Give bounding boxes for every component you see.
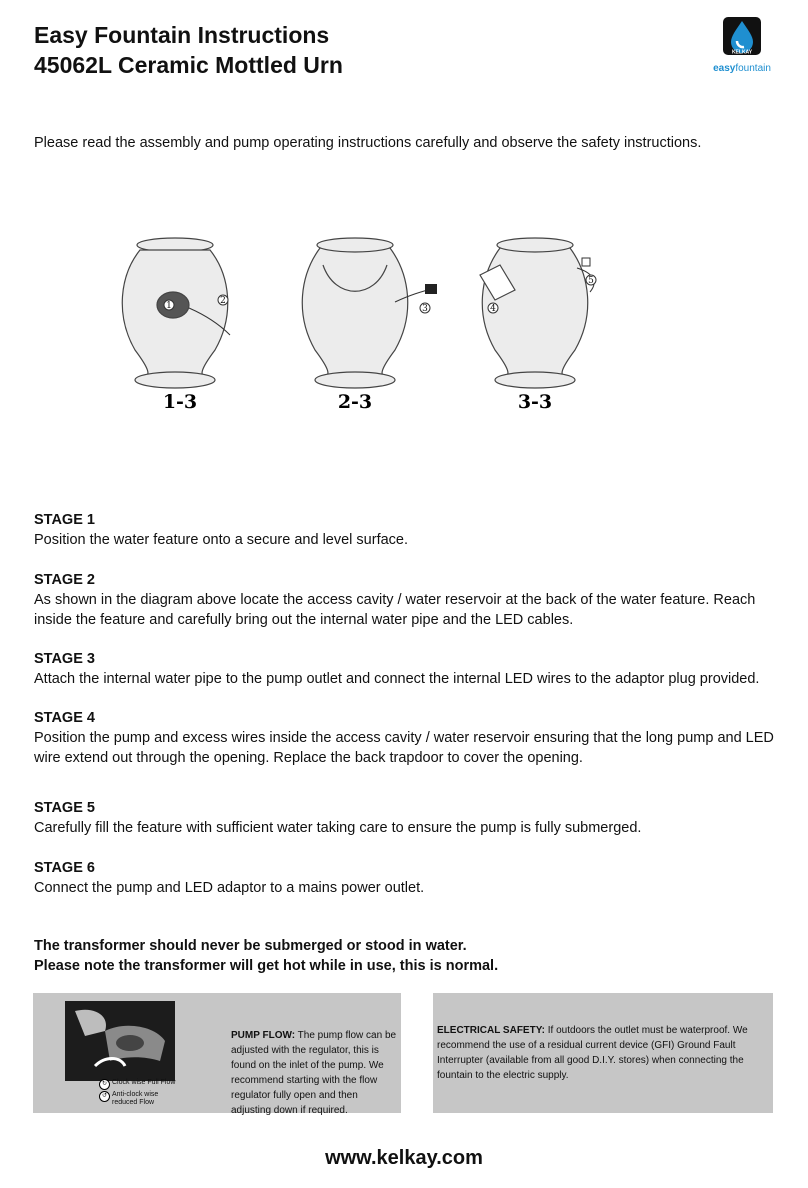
title-line-2: 45062L Ceramic Mottled Urn [34,52,343,78]
legend-cw-text: Clock wise Full Flow [112,1079,176,1086]
website-url[interactable]: www.kelkay.com [325,1147,483,1169]
clockwise-arrow-icon: ↻ [99,1079,110,1090]
callout-2: 2 [220,296,226,306]
stage-text: Carefully fill the feature with sufficient water taking care to ensure the pump is fully submerged. [34,820,642,836]
logo-badge-text: KELKAY [731,49,753,56]
callout-3: 3 [422,304,428,314]
stage-text: Position the pump and excess wires inside the access cavity / water reservoir ensuring that the long pump and LED wire extend out through the opening. Replace the back trapdoor to cover the opening. [34,730,774,766]
electrical-safety-text [437,1023,769,1083]
figure-label-1: 1-3 [162,391,198,413]
stage-text: Position the water feature onto a secure and level surface. [34,532,408,548]
electrical-safety-heading: ELECTRICAL SAFETY: [437,1025,545,1036]
kelkay-logo [710,16,774,74]
callout-1: 1 [166,301,172,311]
stage-heading: STAGE 2 [34,572,95,588]
stage-6 [34,858,779,898]
pump-regulator-photo [65,1001,175,1081]
stage-text: As shown in the diagram above locate the access cavity / water reservoir at the back of the water feature. Reach inside the feature and carefully bring out the internal water pipe and the LED cables. [34,592,756,628]
stage-heading: STAGE 6 [34,860,95,876]
anticlockwise-legend [99,1091,179,1107]
stage-text: Connect the pump and LED adaptor to a mains power outlet. [34,880,425,896]
stage-1 [34,510,779,550]
pump-flow-body: The pump flow can be adjusted with the regulator, this is found on the inlet of the pump. We recommend starting with the flow regulator fully open and then adjusting down if required. [231,1030,397,1116]
stages-list [34,510,779,898]
stage-3 [34,649,779,689]
anticlockwise-arrow-icon: ↺ [99,1091,110,1102]
urn-figure-3 [480,238,588,388]
figure-label-3: 3-3 [517,391,553,413]
warning-line-1: The transformer should never be submerged or stood in water. [34,938,467,954]
transformer-icon [582,258,590,266]
assembly-diagram [95,230,695,420]
urn-figure-1 [122,238,227,388]
stage-heading: STAGE 4 [34,710,95,726]
electrical-safety-body: If outdoors the outlet must be waterproof. We recommend the use of a residual current device (GFI) Ground Fault Interrupter (available from all good D.I.Y. stores) when connecting the fountain to the electric supply. [437,1025,748,1081]
legend-acw-text: Anti-clock wise reduced Flow [112,1091,159,1106]
stage-4 [34,708,779,768]
document-title [34,20,343,80]
pump-flow-heading: PUMP FLOW: [231,1030,296,1041]
stage-heading: STAGE 3 [34,651,95,667]
adaptor-plug-icon [425,284,437,294]
clockwise-legend [99,1079,175,1090]
water-drop-icon [722,16,762,56]
title-line-1: Easy Fountain Instructions [34,22,330,48]
urn-figure-2 [302,238,407,388]
warning-line-2: Please note the transformer will get hot while in use, this is normal. [34,958,499,974]
stage-2 [34,570,779,630]
stage-heading: STAGE 1 [34,512,95,528]
pump-flow-panel [33,993,401,1116]
intro-text: Please read the assembly and pump operating instructions carefully and observe the safety instructions. [34,135,702,151]
pump-flow-text [231,1028,399,1118]
stage-5 [34,798,779,838]
transformer-warnings [34,936,774,976]
callout-5: 5 [588,276,594,286]
logo-wordmark: easyfountain [713,63,771,74]
electrical-safety-panel [433,993,773,1113]
stage-heading: STAGE 5 [34,800,95,816]
stage-text: Attach the internal water pipe to the pump outlet and connect the internal LED wires to the adaptor plug provided. [34,671,760,687]
callout-4: 4 [490,304,496,314]
figure-label-2: 2-3 [337,391,373,413]
